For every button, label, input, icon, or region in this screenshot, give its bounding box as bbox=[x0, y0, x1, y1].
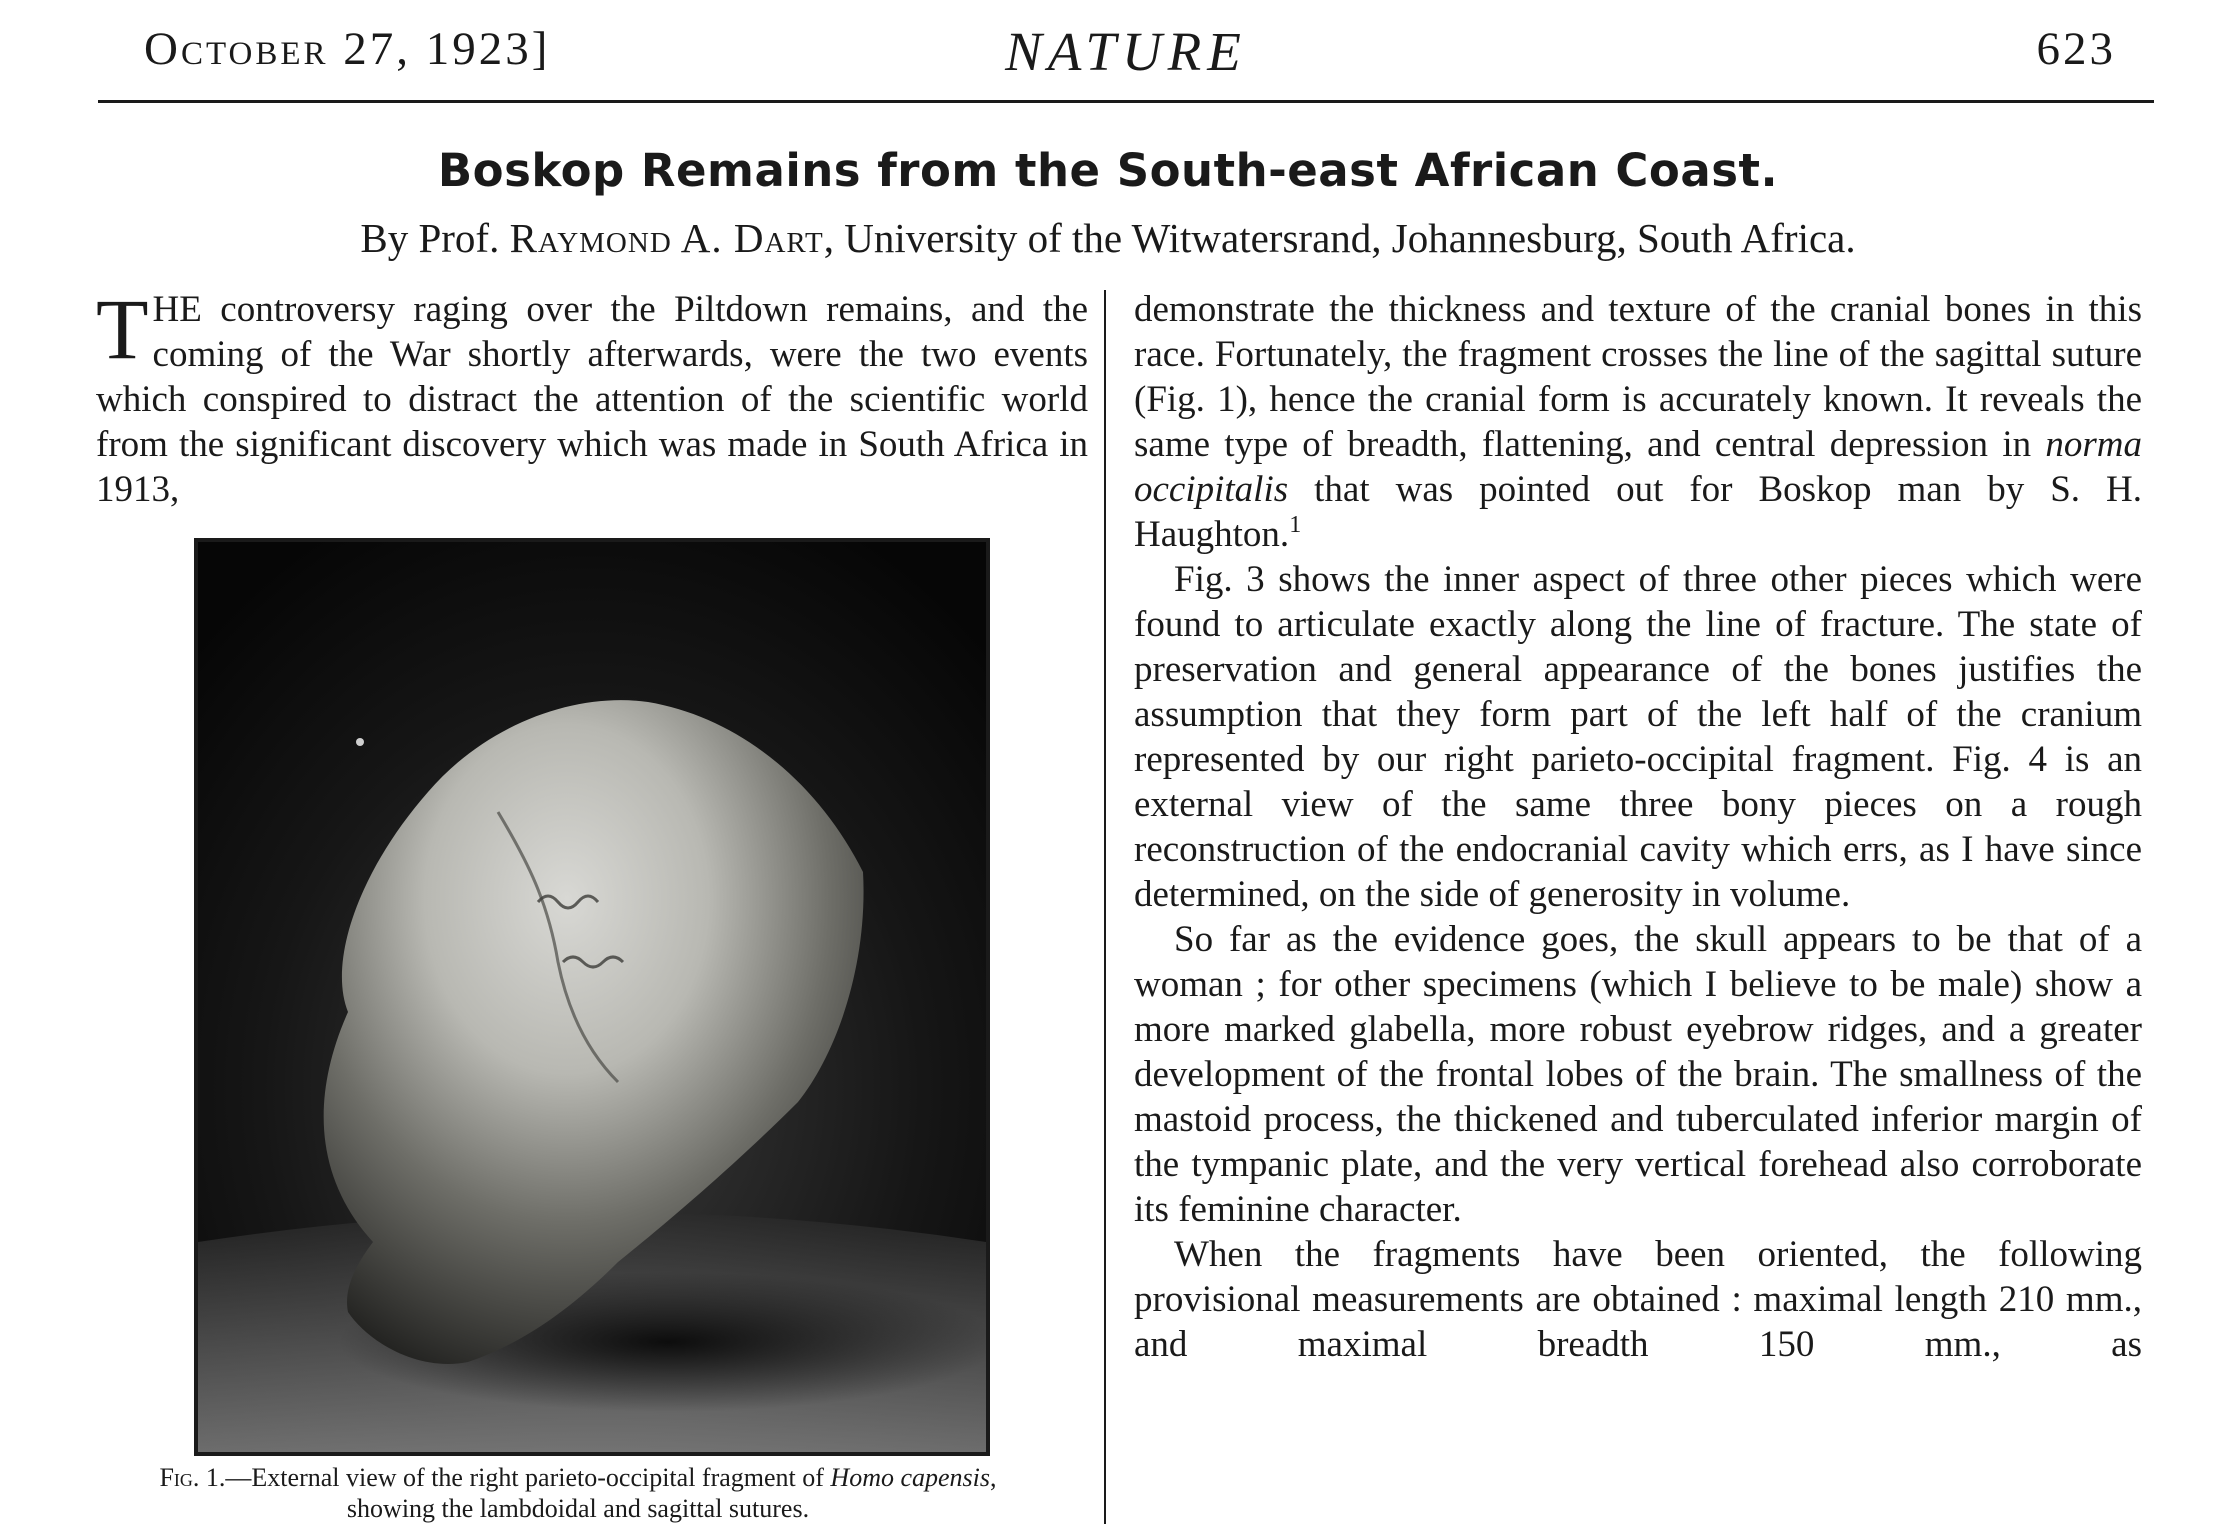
caption-text-pre: —External view of the right parieto-occipital fragment of bbox=[225, 1463, 831, 1492]
byline-prefix: By Prof. bbox=[360, 215, 500, 261]
drop-cap: T bbox=[96, 281, 149, 377]
right-column bbox=[1134, 287, 2142, 1367]
opening-paragraph-text: controversy raging over the Piltdown remains, and the coming of the War shortly afterwards, were the two events which conspired to distract the attention of the scientific world from the significant discovery which was made in South Africa in 1913, bbox=[96, 289, 1088, 510]
journal-name: NATURE bbox=[1005, 21, 1247, 82]
opening-word-rest: HE bbox=[152, 289, 202, 330]
byline bbox=[0, 214, 2216, 262]
issue-date: October 27, 1923] bbox=[144, 23, 551, 75]
paragraph-measurements: When the fragments have been oriented, the following provisional measurements are obtained : maximal length 210 mm., and maximal breadth 150 mm., as bbox=[1134, 1234, 2142, 1365]
skull-fragment-photo bbox=[194, 538, 990, 1456]
column-divider bbox=[1104, 290, 1106, 1524]
paragraph-cranial-form bbox=[1134, 287, 2142, 557]
norma-occipitalis-term: norma occipitalis bbox=[1134, 424, 2142, 510]
running-head bbox=[96, 22, 2156, 92]
caption-species: Homo capensis bbox=[830, 1463, 991, 1492]
header-rule bbox=[98, 100, 2154, 103]
paragraph-cranial-form-b: that was pointed out for Boskop man by S. H. Haughton. bbox=[1134, 469, 2142, 555]
paragraph-sex: So far as the evidence goes, the skull appears to be that of a woman ; for other specimens (which I believe to be male) show a more marked glabella, more robust eyebrow ridges, and a greater development of the frontal lobes of the brain. The smallness of the mastoid process, the thickened and tuberculated inferior margin of the tympanic plate, and the very vertical forehead also corroborate its feminine character. bbox=[1134, 919, 2142, 1230]
figure-label: Fig. 1. bbox=[159, 1463, 226, 1492]
footnote-marker: 1 bbox=[1289, 512, 1302, 538]
author-affiliation: , University of the Witwatersrand, Johannesburg, South Africa. bbox=[823, 215, 1856, 261]
caption-text-post: , showing the lambdoidal and sagittal sutures. bbox=[346, 1463, 997, 1523]
article-title: Boskop Remains from the South-east African Coast. bbox=[437, 144, 1779, 197]
page-number: 623 bbox=[2036, 23, 2116, 75]
left-column bbox=[96, 281, 1088, 512]
figure-1 bbox=[194, 538, 990, 1448]
author-name: Raymond A. Dart bbox=[509, 215, 824, 261]
paragraph-fig3: Fig. 3 shows the inner aspect of three other pieces which were found to articulate exactly along the line of fracture. The state of preservation and general appearance of the bones justifies the assumption that they form part of the left half of the cranium represented by our right parieto-occipital fragment. Fig. 4 is an external view of the same three bony pieces on a rough reconstruction of the endocranial cavity which errs, as I have since determined, on the side of generosity in volume. bbox=[1134, 559, 2142, 915]
paragraph-cranial-form-a: demonstrate the thickness and texture of the cranial bones in this race. Fortunately, the fragment crosses the line of the sagittal suture (Fig. 1), hence the cranial form is accurately known. It reveals the same type of breadth, flattening, and central depression in bbox=[1134, 289, 2142, 465]
figure-caption bbox=[118, 1462, 1038, 1524]
opening-paragraph bbox=[96, 281, 1088, 512]
skull-fragment-image bbox=[198, 542, 986, 1452]
